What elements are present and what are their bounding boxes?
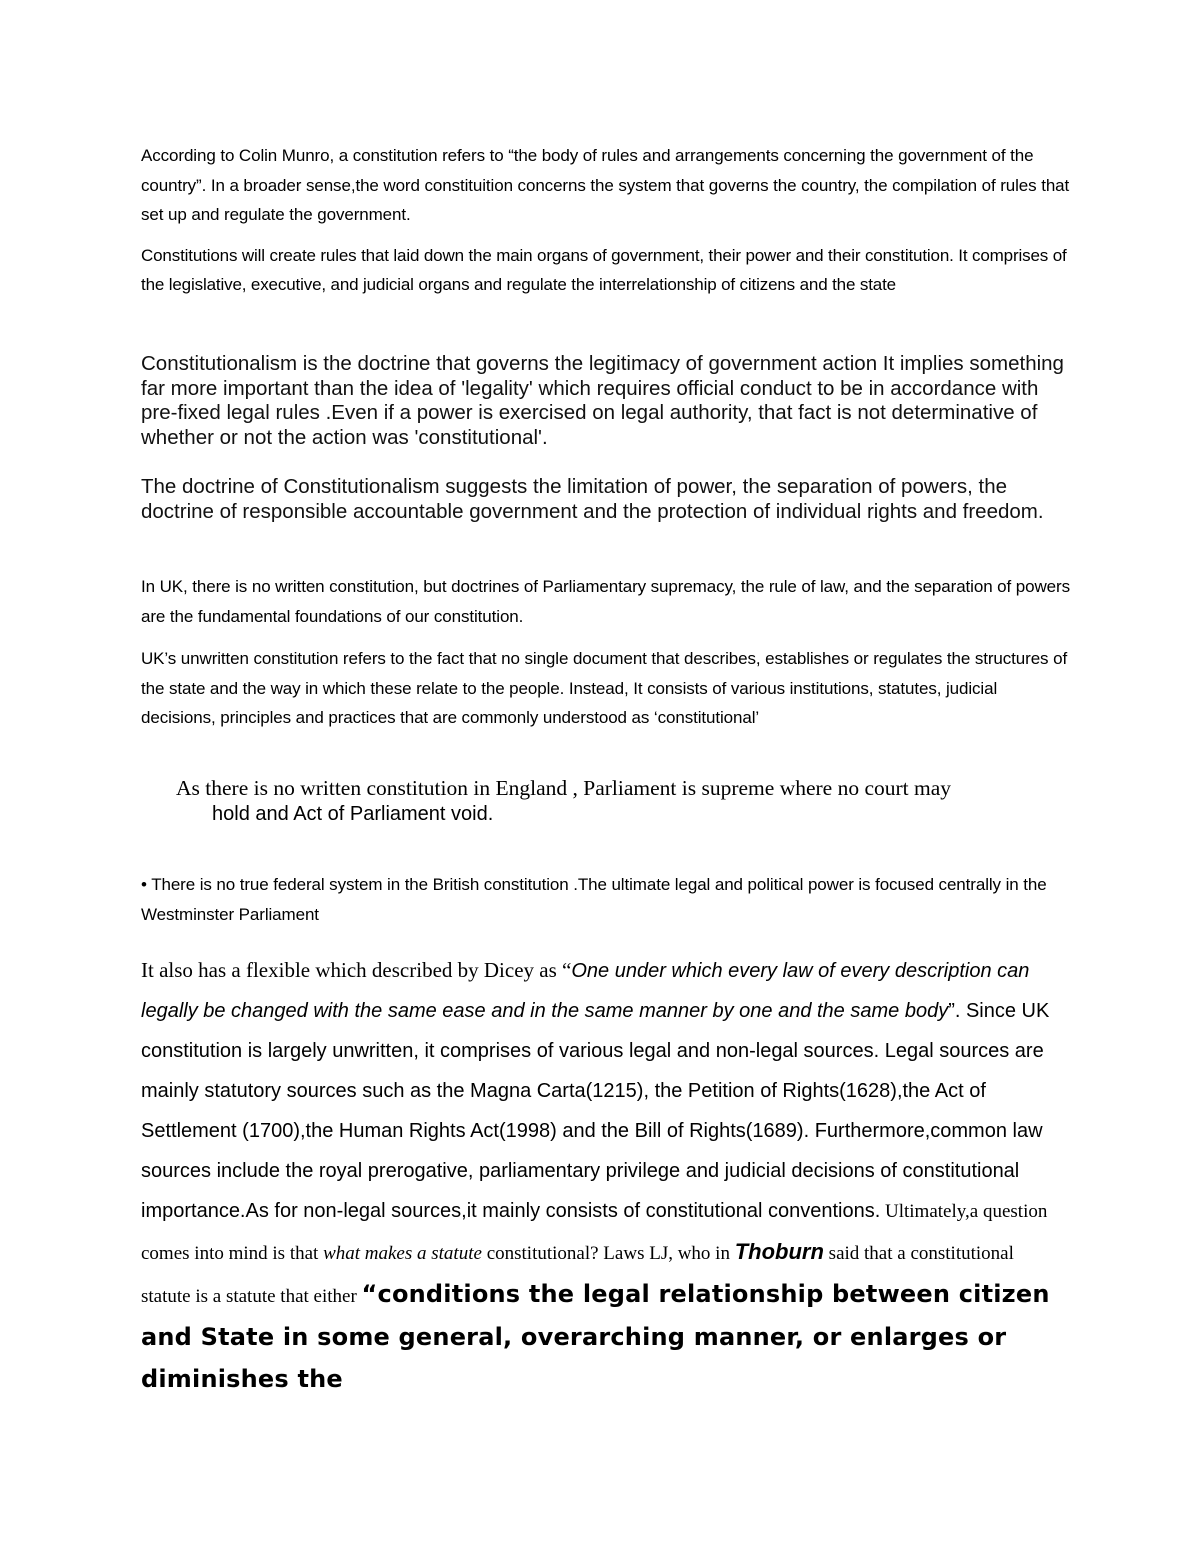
bullet-text: There is no true federal system in the British constitution .The ultimate legal and political power is focused centrally in the Westminster Parliament: [141, 875, 1047, 924]
quote-line-1: As there is no written constitution in England , Parliament is supreme where no court may: [176, 776, 952, 800]
question-emphasis: what makes a statute: [323, 1243, 482, 1264]
paragraph-organs-of-government: Constitutions will create rules that laid down the main organs of government, their power and their constitution. It comprises of the legislative, executive, and judicial organs and regulate the interrelationship of citizens and the state: [141, 246, 1067, 294]
dicey-quote: One under which every law of every description can legally be changed with the same ease and in the same manner by one and the same body: [141, 960, 1030, 1022]
paragraph-flexible-constitution: [141, 950, 1066, 1401]
question-intro: Ultimately,a question comes into mind is that: [141, 1201, 1048, 1264]
bullet-icon: •: [141, 875, 147, 894]
bullet-federal-system: [141, 870, 1071, 929]
dicey-intro: It also has a flexible which described by Dicey as “: [141, 958, 572, 982]
laws-lj-text: constitutional? Laws LJ, who in: [481, 1243, 735, 1264]
thoburn-quote: “conditions the legal relationship between citizen and State in some general, overarching manner, or enlarges or diminishes the: [141, 1280, 1050, 1393]
paragraph-unwritten-constitution: UK’s unwritten constitution refers to the fact that no single document that describes, establishes or regulates the structures of the state and the way in which these relate to the people. Instead, It consists of various institutions, statutes, judicial decisions, principles and practices that are commonly understood as ‘constitutional’: [141, 649, 1068, 727]
quote-line-2: hold and Act of Parliament void.: [212, 803, 494, 825]
sources-text: ”. Since UK constitution is largely unwritten, it comprises of various legal and non-legal sources. Legal sources are mainly statutory sources such as the Magna Carta(1215), the Petition of Rights(1628),the Act of Settlement (1700),the Human Rights Act(1998) and the Bill of Rights(1689). Furthermore,common law sources include the royal prerogative, parliamentary privilege and judicial decisions of constitutional importance.As for non-legal sources,it mainly consists of constitutional conventions.: [141, 1000, 1050, 1222]
paragraph-uk-no-written-constitution: In UK, there is no written constitution, but doctrines of Parliamentary supremacy, the rule of law, and the separation of powers are the fundamental foundations of our constitution.: [141, 577, 1070, 626]
paragraph-doctrine: The doctrine of Constitutionalism suggests the limitation of power, the separation of powers, the doctrine of responsible accountable government and the protection of individual rights and freedom.: [141, 475, 1044, 523]
thoburn-case-name: Thoburn: [734, 1239, 824, 1264]
paragraph-munro-definition: According to Colin Munro, a constitution refers to “the body of rules and arrangements concerning the government of the country”. In a broader sense,the word constituition concerns the system that governs the country, the compilation of rules that set up and regulate the government.: [141, 146, 1070, 224]
statute-definition-intro: said that a constitutional statute is a statute that either: [141, 1243, 1014, 1307]
quote-parliament-supreme: [176, 776, 1076, 828]
paragraph-constitutionalism: Constitutionalism is the doctrine that governs the legitimacy of government action It implies something far more important than the idea of 'legality' which requires official conduct to be in accordance with pre-fixed legal rules .Even if a power is exercised on legal authority, that fact is not determinative of whether or not the action was 'constitutional'.: [141, 352, 1064, 449]
